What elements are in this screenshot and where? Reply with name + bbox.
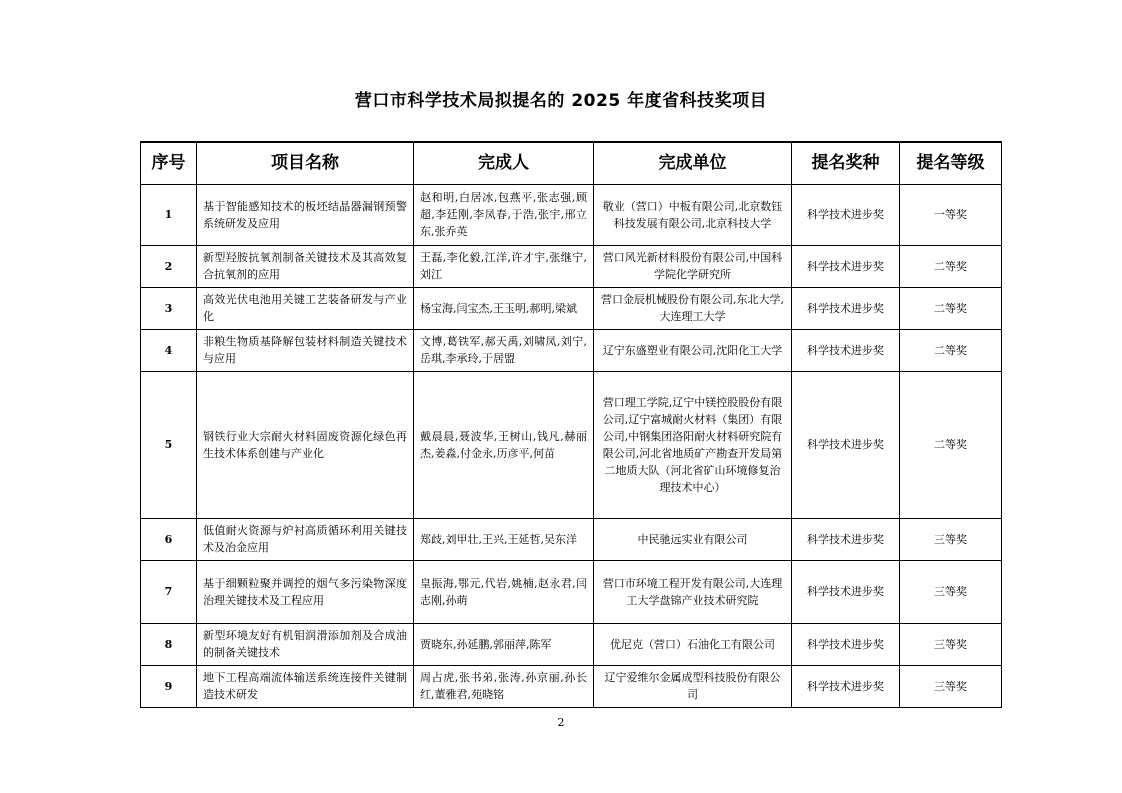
- row-number: 7: [141, 560, 197, 623]
- row-number: 5: [141, 371, 197, 518]
- completing-units: 中民驰远实业有限公司: [594, 518, 792, 560]
- completing-units: 营口风光新材料股份有限公司,中国科学院化学研究所: [594, 245, 792, 287]
- award-grade: 三等奖: [900, 665, 1002, 707]
- row-number: 2: [141, 245, 197, 287]
- award-grade: 三等奖: [900, 560, 1002, 623]
- header-serial: 序号: [141, 142, 197, 184]
- award-type: 科学技术进步奖: [792, 329, 900, 371]
- table-row: [141, 329, 1002, 371]
- header-award-type: 提名奖种: [792, 142, 900, 184]
- table-row: [141, 287, 1002, 329]
- row-number: 9: [141, 665, 197, 707]
- row-number: 4: [141, 329, 197, 371]
- award-type: 科学技术进步奖: [792, 371, 900, 518]
- completers: 杨宝海,闫宝杰,王玉明,郝明,梁斌: [414, 287, 594, 329]
- award-type: 科学技术进步奖: [792, 245, 900, 287]
- project-name: 新型环境友好有机钼润滑添加剂及合成油的制备关键技术: [197, 623, 414, 665]
- award-type: 科学技术进步奖: [792, 665, 900, 707]
- completing-units: 营口理工学院,辽宁中镁控股股份有限公司,辽宁富城耐火材料（集团）有限公司,中钢集团洛阳耐火材料研究院有限公司,河北省地质矿产勘查开发局第二地质大队（河北省矿山环境修复治理技术中心）: [594, 371, 792, 518]
- table-row: [141, 371, 1002, 518]
- header-units: 完成单位: [594, 142, 792, 184]
- project-name: 低值耐火资源与炉衬高质循环利用关键技术及冶金应用: [197, 518, 414, 560]
- completers: 赵和明,白居冰,包燕平,张志强,顾超,李廷刚,李凤春,于浩,张宇,邢立东,张乔英: [414, 184, 594, 245]
- completing-units: 营口金辰机械股份有限公司,东北大学,大连理工大学: [594, 287, 792, 329]
- award-type: 科学技术进步奖: [792, 518, 900, 560]
- completing-units: 敬业（营口）中板有限公司,北京数钰科技发展有限公司,北京科技大学: [594, 184, 792, 245]
- completing-units: 辽宁东盛塑业有限公司,沈阳化工大学: [594, 329, 792, 371]
- award-grade: 一等奖: [900, 184, 1002, 245]
- completers: 文博,葛铁军,郝天禹,刘啸凤,刘宁,岳琪,李承玲,于居盟: [414, 329, 594, 371]
- award-type: 科学技术进步奖: [792, 184, 900, 245]
- nomination-table: [140, 141, 1002, 708]
- completing-units: 辽宁爱维尔金属成型科技股份有限公司: [594, 665, 792, 707]
- header-award-grade: 提名等级: [900, 142, 1002, 184]
- award-grade: 二等奖: [900, 371, 1002, 518]
- header-project-name: 项目名称: [197, 142, 414, 184]
- project-name: 基于细颗粒聚并调控的烟气多污染物深度治理关键技术及工程应用: [197, 560, 414, 623]
- award-grade: 三等奖: [900, 623, 1002, 665]
- project-name: 非粮生物质基降解包装材料制造关键技术与应用: [197, 329, 414, 371]
- completing-units: 优尼克（营口）石油化工有限公司: [594, 623, 792, 665]
- table-header-row: [141, 142, 1002, 184]
- document-title: 营口市科学技术局拟提名的 2025 年度省科技奖项目: [354, 91, 768, 111]
- completers: 贾晓东,孙延鹏,郭丽萍,陈军: [414, 623, 594, 665]
- project-name: 钢铁行业大宗耐火材料固废资源化绿色再生技术体系创建与产业化: [197, 371, 414, 518]
- header-completers: 完成人: [414, 142, 594, 184]
- table-row: [141, 184, 1002, 245]
- award-grade: 三等奖: [900, 518, 1002, 560]
- completers: 周占虎,张书弟,张涛,孙京丽,孙长红,董雅君,苑晓铭: [414, 665, 594, 707]
- row-number: 6: [141, 518, 197, 560]
- table-row: [141, 245, 1002, 287]
- row-number: 8: [141, 623, 197, 665]
- award-grade: 二等奖: [900, 329, 1002, 371]
- project-name: 地下工程高端流体输送系统连接件关键制造技术研发: [197, 665, 414, 707]
- project-name: 新型羟胺抗氧剂制备关键技术及其高效复合抗氧剂的应用: [197, 245, 414, 287]
- completing-units: 营口市环境工程开发有限公司,大连理工大学盘锦产业技术研究院: [594, 560, 792, 623]
- row-number: 1: [141, 184, 197, 245]
- table-row: [141, 560, 1002, 623]
- table-row: [141, 623, 1002, 665]
- completers: 皇振海,鄂元,代岩,姚楠,赵永君,闫志刚,孙萌: [414, 560, 594, 623]
- page-number: 2: [557, 716, 565, 729]
- award-type: 科学技术进步奖: [792, 623, 900, 665]
- completers: 戴晨晨,聂波华,王树山,钱凡,赫丽杰,姜淼,付金永,历彦平,何苗: [414, 371, 594, 518]
- table-row: [141, 665, 1002, 707]
- project-name: 基于智能感知技术的板坯结晶器漏钢预警系统研发及应用: [197, 184, 414, 245]
- award-grade: 二等奖: [900, 287, 1002, 329]
- award-type: 科学技术进步奖: [792, 560, 900, 623]
- award-type: 科学技术进步奖: [792, 287, 900, 329]
- completers: 王磊,李化毅,江洋,许才宇,张继宁,刘江: [414, 245, 594, 287]
- project-name: 高效光伏电池用关键工艺装备研发与产业化: [197, 287, 414, 329]
- award-grade: 二等奖: [900, 245, 1002, 287]
- row-number: 3: [141, 287, 197, 329]
- table-row: [141, 518, 1002, 560]
- completers: 郑歧,刘甲壮,王兴,王延哲,吴东洋: [414, 518, 594, 560]
